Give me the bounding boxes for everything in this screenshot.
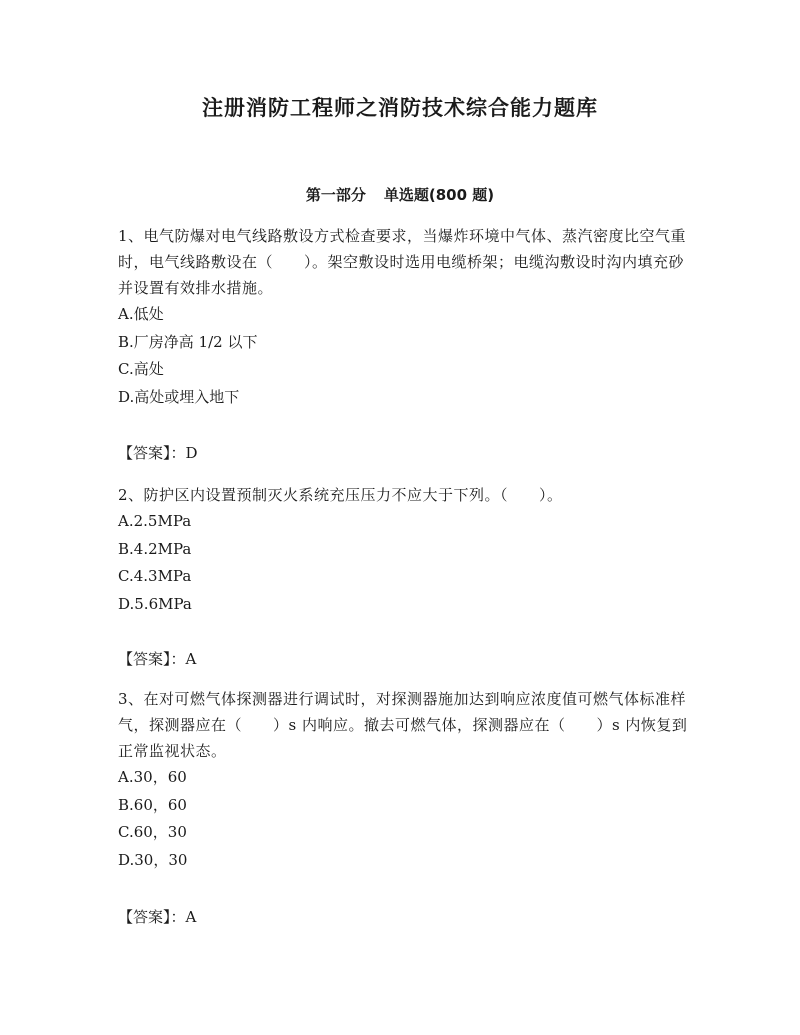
question-text: 3、在对可燃气体探测器进行调试时，对探测器施加达到响应浓度值可燃气体标准样气，探测器应在（ ）s 内响应。撤去可燃气体，探测器应在（ ）s 内恢复到正常监视状态。 <box>118 690 688 760</box>
option-c: C.60，30 <box>118 823 187 841</box>
answer-label: 【答案】： <box>118 908 186 926</box>
section-heading <box>0 184 800 205</box>
section-part: 第一部分 <box>305 186 366 204</box>
answer-value: A <box>185 908 197 926</box>
option-d: D.高处或埋入地下 <box>118 387 240 406</box>
question-1 <box>118 223 688 411</box>
answer-1 <box>118 442 198 463</box>
option-d: D.5.6MPa <box>118 594 192 613</box>
answer-value: D <box>185 444 198 462</box>
answer-label: 【答案】： <box>118 650 186 668</box>
option-b: B.厂房净高 1/2 以下 <box>118 332 258 351</box>
option-list <box>118 301 688 411</box>
question-3 <box>118 686 688 874</box>
option-c: C.4.3MPa <box>118 567 192 585</box>
answer-3 <box>118 906 196 927</box>
answer-label: 【答案】： <box>118 444 186 462</box>
question-text: 2、防护区内设置预制灭火系统充压压力不应大于下列。（ ）。 <box>118 486 563 504</box>
option-b: B.4.2MPa <box>118 539 192 558</box>
document-title: 注册消防工程师之消防技术综合能力题库 <box>202 96 598 120</box>
option-b: B.60，60 <box>118 795 187 814</box>
option-d: D.30，30 <box>118 850 188 869</box>
option-a: A.2.5MPa <box>118 512 192 530</box>
option-list <box>118 508 688 618</box>
answer-2 <box>118 648 196 669</box>
question-text: 1、电气防爆对电气线路敷设方式检查要求，当爆炸环境中气体、蒸汽密度比空气重时，电气线路敷设在（ ）。架空敷设时选用电缆桥架；电缆沟敷设时沟内填充砂并设置有效排水措施。 <box>118 227 687 297</box>
answer-value: A <box>185 650 197 668</box>
question-2 <box>118 482 688 618</box>
section-heading-text: 单选题(800 题) <box>383 186 495 204</box>
option-c: C.高处 <box>118 360 164 378</box>
option-a: A.30，60 <box>118 768 187 786</box>
option-a: A.低处 <box>118 305 164 323</box>
option-list <box>118 764 688 874</box>
